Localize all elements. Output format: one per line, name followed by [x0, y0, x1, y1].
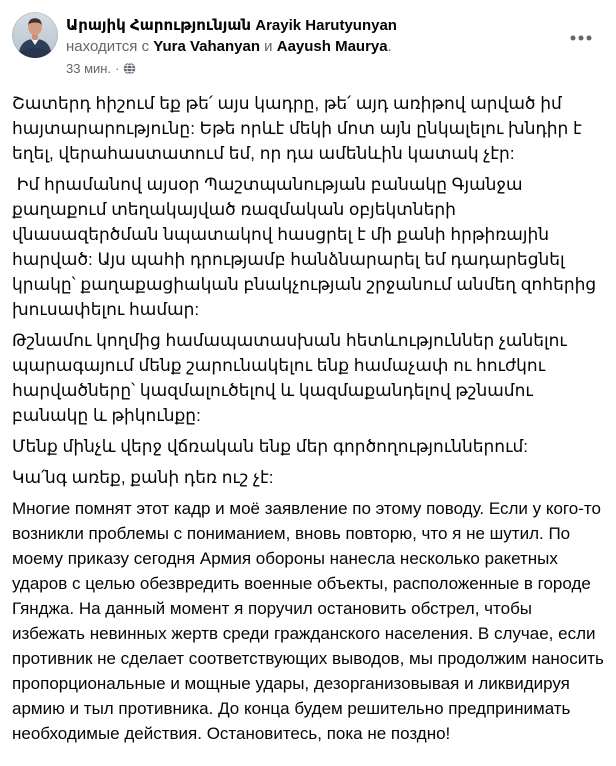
tagged-person-2[interactable]: Aayush Maurya	[276, 38, 388, 55]
post-paragraph-armenian-1: Շատերդ հիշում եք թե՛ այս կադրը, թե՛ այդ առիթով արված իմ հայտարարությունը: Եթե որևէ մեկի մոտ այն ընկալելու խնդիր է եղել, վերահաստատում եմ, որ դա ամենևին կատակ չէր:	[12, 94, 587, 163]
context-prefix: находится с	[66, 38, 150, 55]
meta-line	[66, 59, 604, 78]
header-info	[66, 12, 604, 78]
post-body	[0, 86, 616, 758]
context-period: .	[387, 38, 392, 55]
tagged-person-1[interactable]: Yura Vahanyan	[153, 38, 260, 55]
author-name[interactable]: Արայիկ Հարությունյան Arayik Harutyunyan	[66, 17, 397, 34]
post-paragraph-armenian-5: Կա՛նգ առեք, քանի դեռ ուշ չէ:	[12, 468, 274, 487]
post-header	[0, 0, 616, 86]
post-paragraph-armenian-2: Իմ հրամանով այսօր Պաշտպանության բանակը Գյանջա քաղաքում տեղակայված ռազմական օբյեկտների վնասազերծման նպատակով հասցրել է մի քանի հրթիռային հարված: Այս պահի դրությամբ հանձնարարել եմ դադարեցնել կրակը՝ քաղաքացիական բնակչության շրջանում անմեղ զոհերից խուսափելու համար:	[12, 175, 601, 319]
more-options-button[interactable]	[564, 26, 598, 50]
avatar[interactable]	[12, 12, 58, 58]
context-conjunction: и	[264, 38, 273, 55]
post-paragraph-armenian-3: Թշնամու կողմից համապատասխան հետևություններ չանելու պարագայում մենք շարունակելու ենք համաչափ ու հուժկու հարվածները՝ կազմալուծելով և կազմաքանդելով թշնամու բանակը և թիկունքը:	[12, 331, 572, 425]
three-dots-icon	[570, 35, 592, 41]
post-paragraph-russian: Многие помнят этот кадр и моё заявление по этому поводу. Если у кого-то возникли проблемы с пониманием, вновь повторю, что я не шутил. По моему приказу сегодня Армия обороны нанесла несколько ракетных ударов с целью обезвредить военные объекты, расположенные в городе Гянджа. На данный момент я поручил остановить обстрел, чтобы избежать невинных жертв среди гражданского населения. В случае, если противник не сделает соответствующих выводов, мы продолжим наносить пропорциональные и мощные удары, дезорганизовывая и ликвидируя армию и тыл противника. До конца будем решительно предпринимать необходимые действия. Остановитесь, пока не поздно!	[12, 499, 609, 743]
post-paragraph-armenian-4: Մենք մինչև վերջ վճռական ենք մեր գործողություններում:	[12, 437, 528, 456]
meta-separator: ·	[115, 61, 120, 76]
tagged-context-line	[66, 36, 604, 57]
name-line	[66, 15, 604, 36]
avatar-photo	[12, 12, 58, 58]
timestamp[interactable]: 33 мин.	[66, 61, 112, 76]
globe-icon	[123, 62, 136, 75]
